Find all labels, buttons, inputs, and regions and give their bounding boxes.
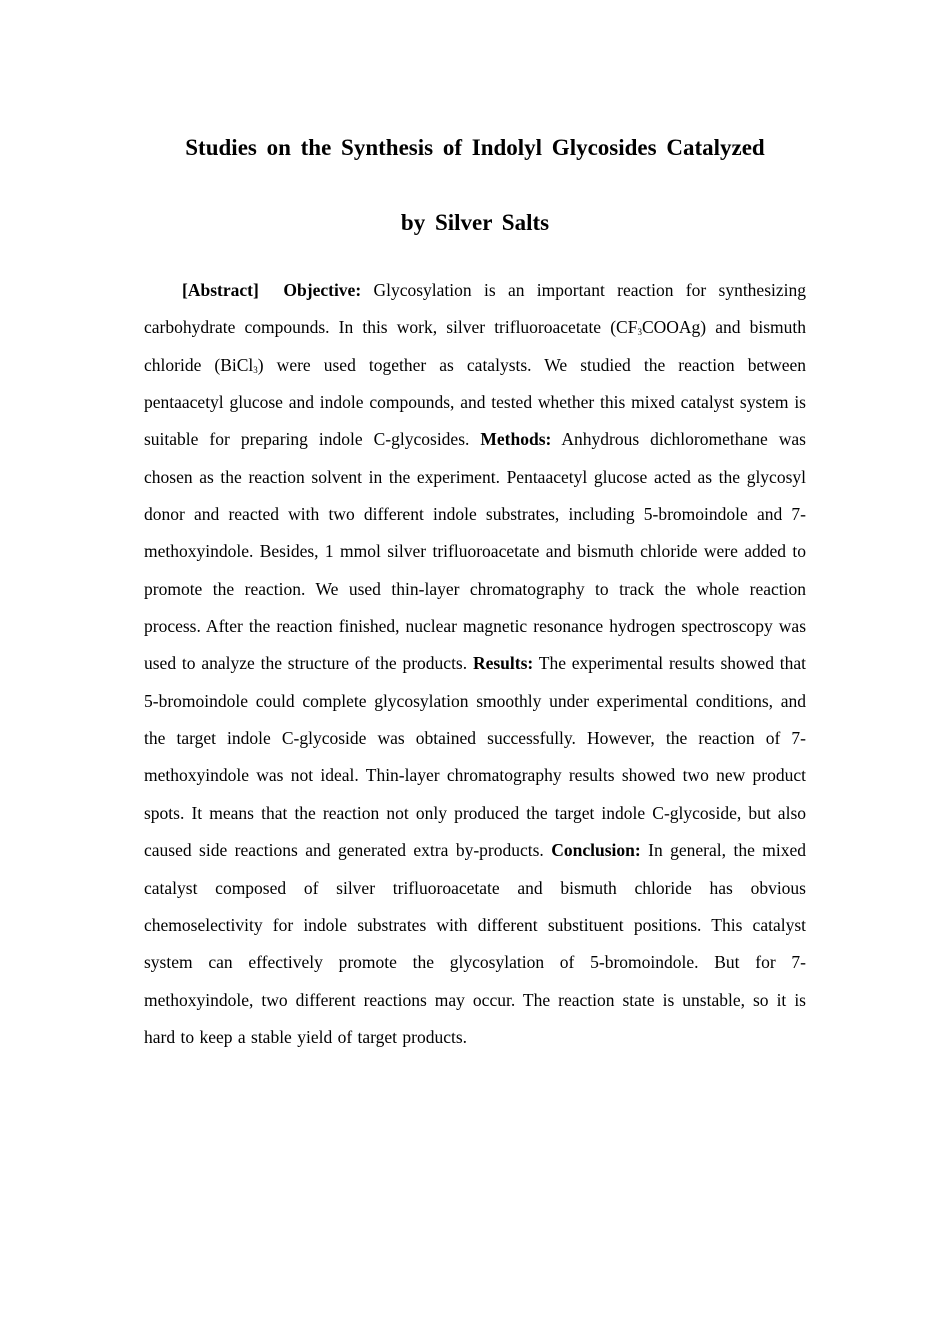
title-line-2: by Silver Salts (400, 210, 550, 235)
methods-text: Anhydrous dichloromethane was chosen as the reaction solvent in the experiment. Pentaacetyl glucose acted as the glycosyl donor and reacted with two different indole substrates, including 5-bromoindole and 7-methoxyindole. Besides, 1 mmol silver trifluoroacetate and bismuth chloride were added to promote the reaction. We used thin-layer chromatography to track the whole reaction process. After the reaction finished, nuclear magnetic resonance hydrogen spectroscopy was used to analyze the structure of the products. (144, 429, 806, 674)
objective-text-1: Glycosylation is an important reaction for synthesizing carbohydrate compounds. In this work, silver trifluoroacetate (CF (144, 280, 806, 338)
paper-title (140, 110, 810, 260)
title-line-1: Studies on the Synthesis of Indolyl Glycosides Catalyzed (185, 135, 765, 160)
abstract-label: [Abstract] (182, 280, 259, 300)
objective-text-2: COOAg) and bismuth chloride (BiCl (144, 317, 807, 375)
methods-label: Methods: (480, 429, 552, 450)
subscript-3-cf3: 3 (637, 327, 642, 338)
objective-label: Objective: (283, 280, 362, 300)
results-text: The experimental results showed that 5-bromoindole could complete glycosylation smoothly under experimental conditions, and the target indole C-glycoside was obtained successfully. However, the reaction of 7-methoxyindole was not ideal. Thin-layer chromatography results showed two new product spots. It means that the reaction not only produced the target indole C-glycoside, but also caused side reactions and generated extra by-products. (144, 653, 807, 861)
results-label: Results: (472, 653, 534, 674)
objective-text-3: ) were used together as catalysts. We studied the reaction between pentaacetyl glucose and indole compounds, and tested whether this mixed catalyst system is suitable for preparing indole C-glycosides. (144, 354, 807, 450)
abstract-paragraph (144, 272, 806, 1056)
conclusion-label: Conclusion: (551, 840, 641, 861)
subscript-3-bicl3: 3 (253, 364, 258, 375)
conclusion-text: In general, the mixed catalyst composed of silver trifluoroacetate and bismuth chloride has obvious chemoselectivity for indole substrates with different substituent positions. This catalyst system can effectively promote the glycosylation of 5-bromoindole. But for 7-methoxyindole, two different reactions may occur. The reaction state is unstable, so it is hard to keep a stable yield of target products. (144, 840, 807, 1047)
